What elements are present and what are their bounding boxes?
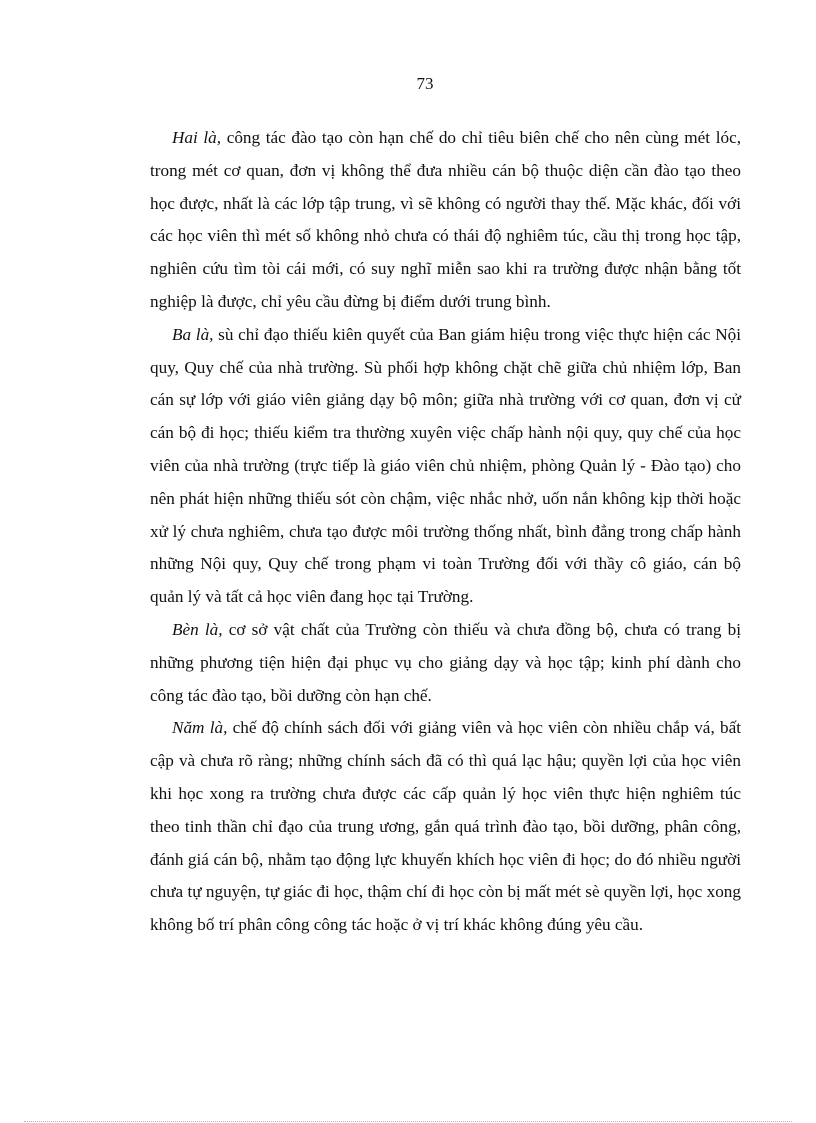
paragraph-text: cơ sở vật chất của Trường còn thiếu và chưa đồng bộ, chưa có trang bị những phương tiện hiện đại phục vụ cho giảng dạy và học tập; kinh phí dành cho công tác đào tạo, bồi dưỡng còn hạn chế. (150, 619, 741, 705)
paragraph-text: sù chỉ đạo thiếu kiên quyết của Ban giám hiệu trong việc thực hiện các Nội quy, Quy chế của nhà trường. Sù phối hợp không chặt chẽ giữa chủ nhiệm lớp, Ban cán sự lớp với giáo viên giảng dạy bộ môn; giữa nhà trường với cơ quan, đơn vị cử cán bộ đi học; thiếu kiểm tra thường xuyên việc chấp hành nội quy, quy chế của học viên của nhà trường (trực tiếp là giáo viên chủ nhiệm, phòng Quản lý - Đào tạo) cho nên phát hiện những thiếu sót còn chậm, việc nhắc nhở, uốn nắn không kịp thời hoặc xử lý chưa nghiêm, chưa tạo được môi trường thống nhất, bình đẳng trong chấp hành những Nội quy, Quy chế trong phạm vi toàn Trường đối với thầy cô giáo, cán bộ quản lý và tất cả học viên đang học tại Trường. (150, 324, 741, 607)
paragraph-bon-la (150, 614, 741, 712)
paragraph-lead: Ba là, (172, 324, 214, 344)
paragraph-text: chế độ chính sách đối với giảng viên và học viên còn nhiều chắp vá, bất cập và chưa rõ ràng; những chính sách đã có thì quá lạc hậu; quyền lợi của học viên khi học xong ra trường chưa được các cấp quản lý học viên thực hiện nghiêm túc theo tinh thần chỉ đạo của trung ương, gắn quá trình đào tạo, bồi dưỡng, phân công, đánh giá cán bộ, nhằm tạo động lực khuyến khích học viên đi học; do đó nhiều người chưa tự nguyện, tự giác đi học, thậm chí đi học còn bị mất mét sè quyền lợi, học xong không bố trí phân công công tác hoặc ở vị trí khác không đúng yêu cầu. (150, 718, 741, 935)
paragraph-hai-la (150, 122, 741, 319)
paragraph-lead: Năm là, (172, 718, 228, 738)
page-number: 73 (416, 74, 434, 93)
paragraph-ba-la (150, 319, 741, 614)
page-bottom-divider (24, 1121, 792, 1122)
paragraph-lead: Hai là, (172, 128, 222, 147)
body-text (150, 122, 741, 942)
paragraph-nam-la (150, 712, 741, 942)
paragraph-text: công tác đào tạo còn hạn chế do chỉ tiêu biên chế cho nên cùng mét lóc, trong mét cơ quan, đơn vị không thể đưa nhiều cán bộ thuộc diện cần đào tạo theo học được, nhất là các lớp tập trung, vì sẽ không có người thay thế. Mặc khác, đối với các học viên thì mét số không nhỏ chưa có thái độ nghiêm túc, cầu thị trong học tập, nghiên cứu tìm tòi cái mới, có suy nghĩ miễn sao khi ra trường được nhận bằng tốt nghiệp là được, chỉ yêu cầu đừng bị điểm dưới trung bình. (150, 128, 741, 311)
paragraph-lead: Bèn là, (172, 619, 223, 639)
